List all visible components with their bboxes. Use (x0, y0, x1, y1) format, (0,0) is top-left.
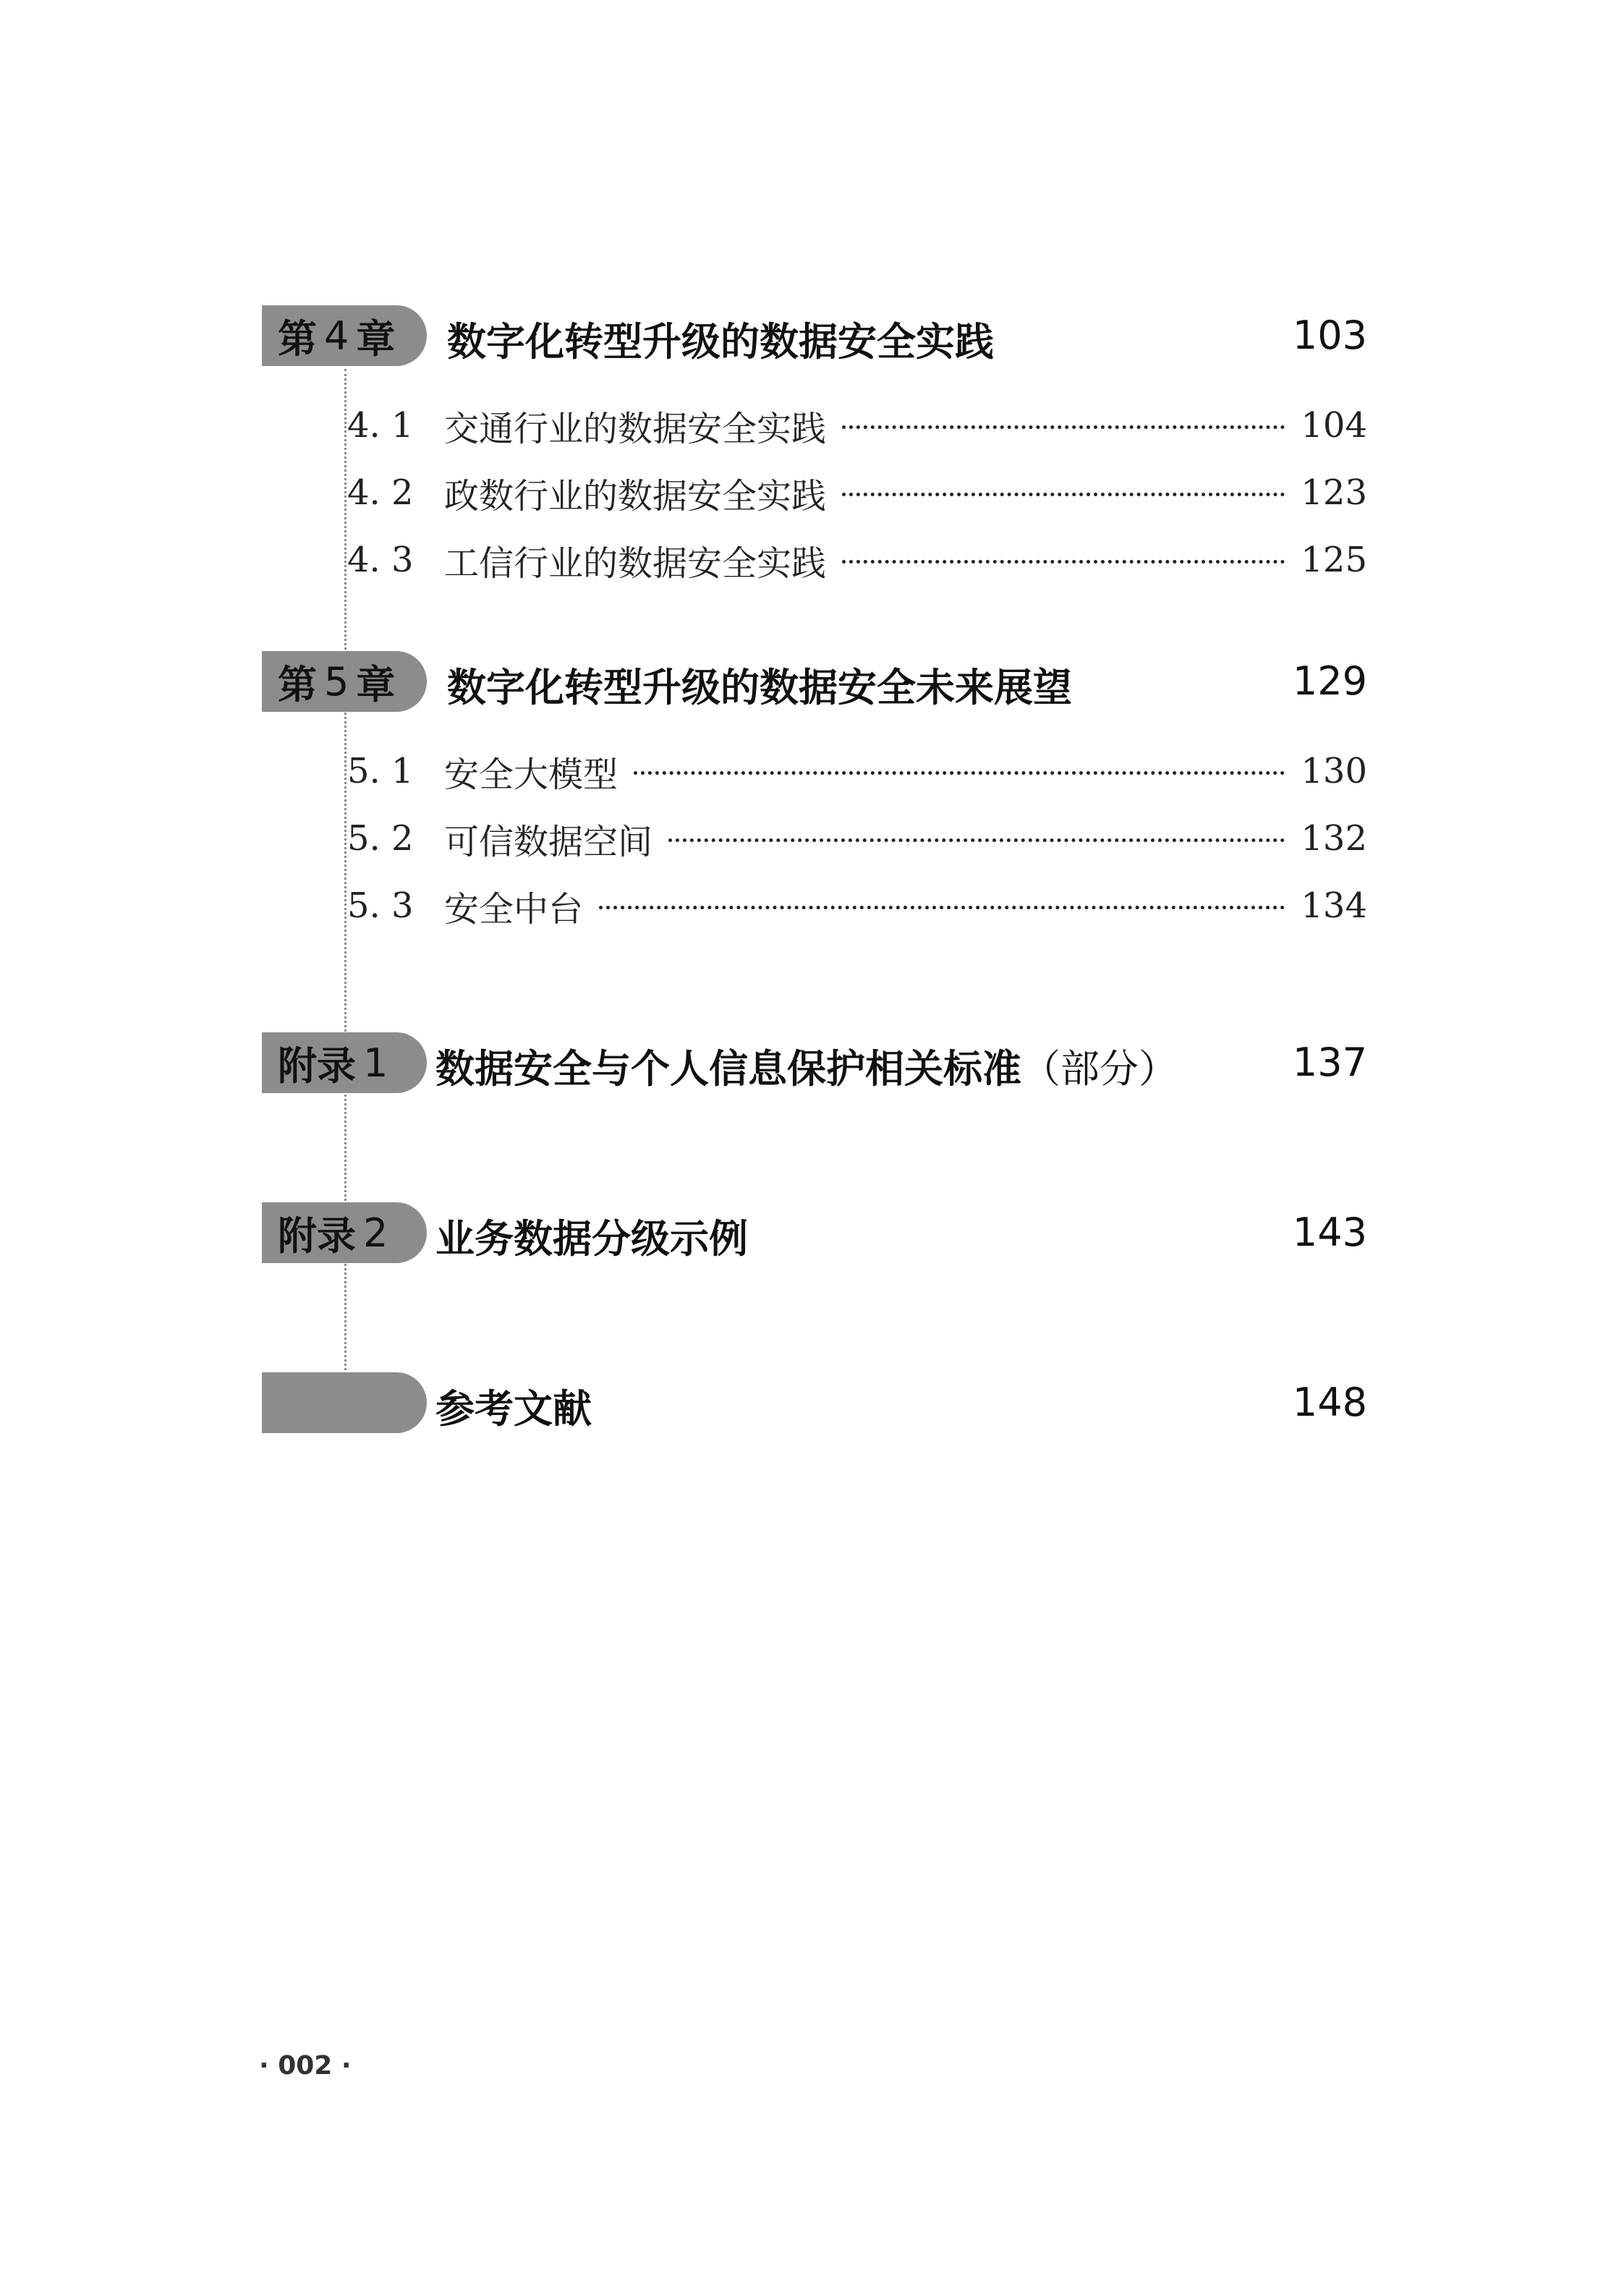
section-title: 安全大模型 (444, 754, 618, 795)
chapter-5-page: 129 (1292, 658, 1367, 704)
dot-leader (842, 493, 1285, 496)
dot-leader (634, 771, 1285, 775)
appendix-1-page: 137 (1292, 1040, 1367, 1085)
appendix-prefix: 附录 (278, 1042, 356, 1089)
appendix-2-tab (262, 1202, 427, 1263)
section-title: 工信行业的数据安全实践 (444, 543, 827, 584)
appendix-prefix: 附录 (278, 1212, 356, 1259)
section-5-2 (347, 815, 1367, 862)
chapter-prefix: 第 (278, 315, 317, 362)
appendix-1-title (435, 1038, 1178, 1094)
section-title: 可信数据空间 (444, 821, 653, 862)
section-5-3 (347, 883, 1367, 929)
page-number: · 002 · (259, 2051, 352, 2081)
section-page: 104 (1301, 405, 1367, 446)
section-title: 安全中台 (444, 888, 584, 930)
section-page: 123 (1301, 472, 1367, 513)
chapter-suffix: 章 (356, 661, 396, 708)
dot-leader (668, 838, 1285, 842)
section-4-1 (347, 402, 1367, 449)
appendix-number: 1 (363, 1040, 388, 1086)
chapter-4-title: 数字化转型升级的数据安全实践 (447, 319, 994, 365)
chapter-5-title: 数字化转型升级的数据安全未来展望 (447, 665, 1072, 710)
section-number: 5. 1 (347, 751, 414, 791)
section-page: 134 (1301, 885, 1367, 926)
appendix-number: 2 (363, 1210, 388, 1256)
appendix-1-tab (262, 1032, 427, 1093)
section-4-2 (347, 470, 1367, 516)
section-title: 交通行业的数据安全实践 (444, 408, 827, 449)
chapter-suffix: 章 (356, 315, 396, 362)
appendix-2-title: 业务数据分级示例 (435, 1216, 748, 1262)
references-page: 148 (1292, 1380, 1367, 1425)
references-tab (262, 1372, 427, 1433)
section-number: 4. 1 (347, 405, 414, 446)
dot-leader (842, 560, 1285, 564)
section-5-1 (347, 748, 1367, 794)
appendix-2-page: 143 (1292, 1210, 1367, 1255)
chapter-prefix: 第 (278, 661, 317, 708)
appendix-1-title-paren: （部分） (1021, 1046, 1178, 1092)
appendix-1-title-text: 数据安全与个人信息保护相关标准 (435, 1046, 1021, 1092)
section-page: 125 (1301, 540, 1367, 580)
dot-leader (599, 906, 1285, 909)
chapter-5-tab (262, 651, 427, 712)
section-number: 5. 2 (347, 818, 414, 859)
dot-leader (842, 425, 1285, 429)
references-title: 参考文献 (435, 1386, 592, 1432)
chapter-number: 4 (324, 313, 349, 359)
section-number: 4. 3 (347, 540, 414, 580)
section-page: 132 (1301, 818, 1367, 859)
section-title: 政数行业的数据安全实践 (444, 475, 827, 517)
chapter-4-tab (262, 305, 427, 366)
chapter-number: 5 (324, 658, 349, 705)
section-number: 4. 2 (347, 472, 414, 513)
section-number: 5. 3 (347, 885, 414, 926)
chapter-4-page: 103 (1292, 313, 1367, 358)
section-page: 130 (1301, 751, 1367, 791)
section-4-3 (347, 537, 1367, 583)
